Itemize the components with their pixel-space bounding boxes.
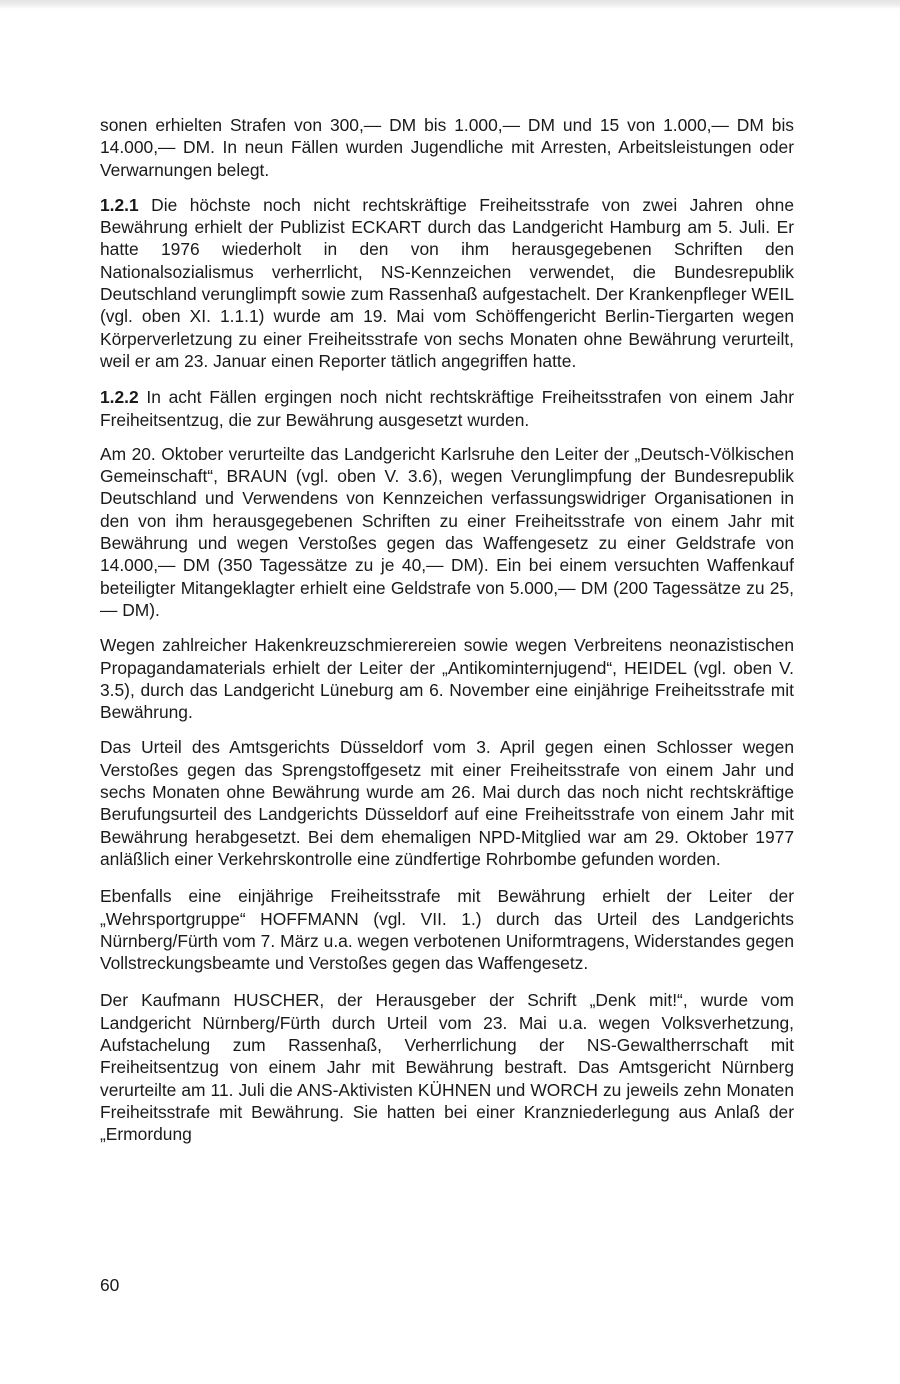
section-number: 1.2.1 (100, 194, 139, 215)
paragraph-section-1-2-1 (100, 194, 794, 372)
page-number: 60 (100, 1275, 120, 1295)
document-page-body (100, 114, 794, 1145)
paragraph-text: Das Urteil des Amtsgerichts Düsseldorf vom 3. April gegen einen Schlosser wegen Verstoßes gegen das Sprengstoffgesetz mit einer Freiheitsstrafe von einem Jahr und sechs Monaten ohne Bewährung wurde am 26. Mai durch das noch nicht rechtskräftige Berufungsurteil des Landgerichts Düsseldorf auf eine Freiheitsstrafe von einem Jahr mit Bewährung herabgesetzt. Bei dem ehemaligen NPD-Mitglied war am 29. Oktober 1977 anläßlich einer Verkehrskontrolle eine zündfertige Rohrbombe gefunden worden. (100, 737, 794, 869)
section-number: 1.2.2 (100, 387, 139, 408)
paragraph-text: Wegen zahlreicher Hakenkreuzschmierereien sowie wegen Verbreitens neonazistischen Propagandamaterials erhielt der Leiter der „Antikominternjugend“, HEIDEL (vgl. oben V. 3.5), durch das Landgericht Lüneburg am 6. November eine einjährige Freiheitsstrafe mit Bewährung. (100, 635, 794, 723)
paragraph-text: In acht Fällen ergingen noch nicht rechtskräftige Freiheitsstrafen von einem Jahr Freiheitsentzug, die zur Bewährung ausgesetzt wurden. (100, 387, 794, 430)
paragraph-text: Am 20. Oktober verurteilte das Landgericht Karlsruhe den Leiter der „Deutsch-Völkischen Gemeinschaft“, BRAUN (vgl. oben V. 3.6), wegen Verunglimpfung der Bundesrepublik Deutschland und Verwendens von Kennzeichen verfassungswidriger Organisationen in den von ihm herausgegebenen Schriften zu einer Freiheitsstrafe von einem Jahr mit Bewährung und wegen Verstoßes gegen das Waffengesetz zu einer Geldstrafe von 14.000,— DM (350 Tagessätze zu je 40,— DM). Ein bei einem versuchten Waffenkauf beteiligter Mitangeklagter erhielt eine Geldstrafe von 5.000,— DM (200 Tagessätze zu 25,— DM). (100, 443, 794, 620)
paragraph (100, 736, 794, 870)
paragraph-text: Die höchste noch nicht rechtskräftige Freiheitsstrafe von zwei Jahren ohne Bewährung erhielt der Publizist ECKART durch das Landgericht Hamburg am 5. Juli. Er hatte 1976 wiederholt in den von ihm herausgegebenen Schriften den Nationalsozialismus verherrlicht, NS-Kennzeichen verwendet, die Bundesrepublik Deutschland verunglimpft sowie zum Rassenhaß aufgestachelt. Der Krankenpfleger WEIL (vgl. oben XI. 1.1.1) wurde am 19. Mai vom Schöffengericht Berlin-Tiergarten wegen Körperverletzung zu einer Freiheitsstrafe von sechs Monaten ohne Bewährung verurteilt, weil er am 23. Januar einen Reporter tätlich angegriffen hatte. (100, 194, 794, 371)
paragraph (100, 634, 794, 723)
paragraph-section-1-2-2 (100, 386, 794, 431)
paragraph-text: Ebenfalls eine einjährige Freiheitsstrafe mit Bewährung erhielt der Leiter der „Wehrsportgruppe“ HOFFMANN (vgl. VII. 1.) durch das Urteil des Landgerichts Nürnberg/Fürth vom 7. März u.a. wegen verbotenen Uniformtragens, Widerstandes gegen Vollstreckungsbeamte und Verstoßes gegen das Waffengesetz. (100, 886, 794, 974)
scan-top-edge (0, 0, 900, 9)
paragraph-text: Der Kaufmann HUSCHER, der Herausgeber der Schrift „Denk mit!“, wurde vom Landgericht Nürnberg/Fürth durch Urteil vom 23. Mai u.a. wegen Volksverhetzung, Aufstachelung zum Rassenhaß, Verherrlichung der NS-Gewaltherrschaft mit Freiheitsentzug von einem Jahr mit Bewährung bestraft. Das Amtsgericht Nürnberg verurteilte am 11. Juli die ANS-Aktivisten KÜHNEN und WORCH zu jeweils zehn Monaten Freiheitsstrafe mit Bewährung. Sie hatten bei einer Kranzniederlegung aus Anlaß der „Ermordung (100, 990, 794, 1145)
paragraph (100, 114, 794, 181)
paragraph (100, 885, 794, 974)
paragraph-text: sonen erhielten Strafen von 300,— DM bis 1.000,— DM und 15 von 1.000,— DM bis 14.000,— DM. In neun Fällen wurden Jugendliche mit Arresten, Arbeitsleistungen oder Verwarnungen belegt. (100, 115, 794, 180)
paragraph (100, 443, 794, 621)
paragraph (100, 989, 794, 1145)
